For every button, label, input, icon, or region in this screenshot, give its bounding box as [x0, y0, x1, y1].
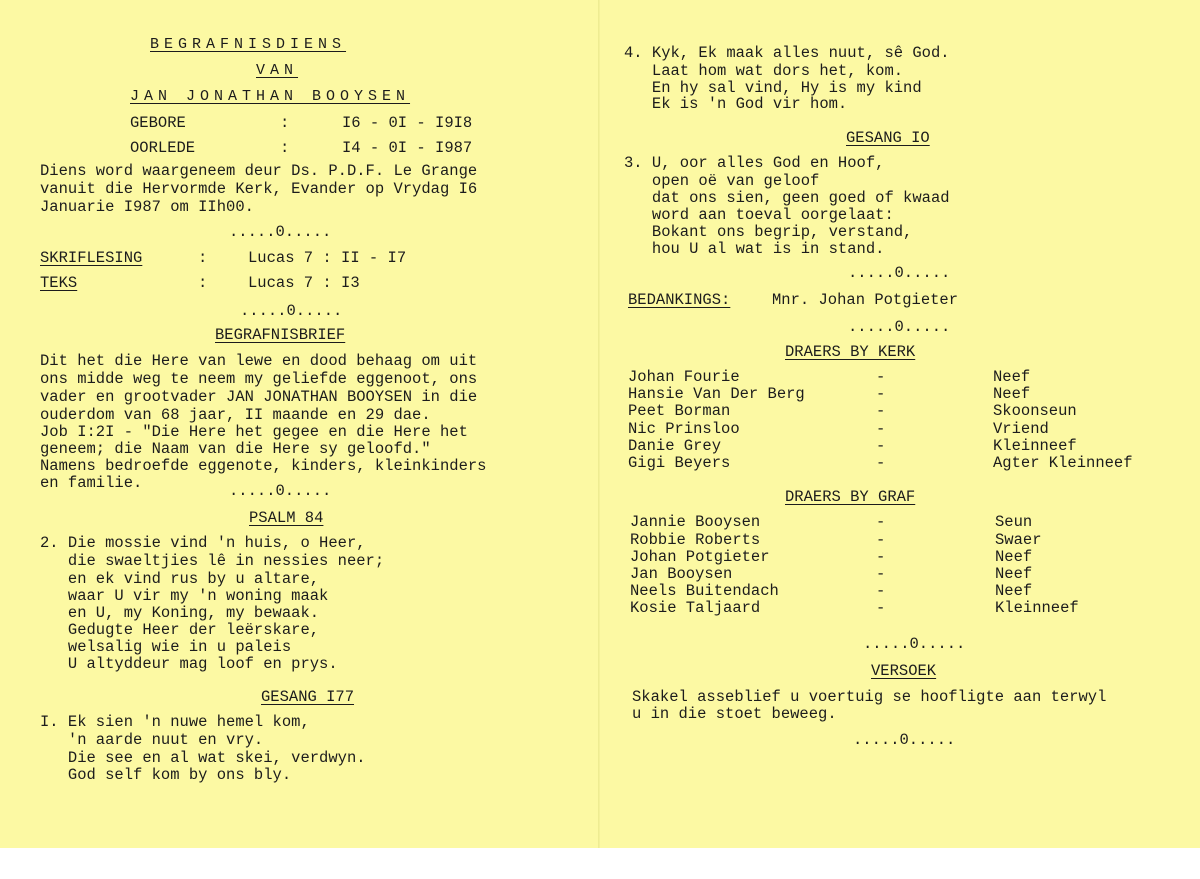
bearer-name: Johan Potgieter [630, 548, 770, 566]
request-heading: VERSOEK [871, 662, 937, 680]
bearer-name: Nic Prinsloo [628, 420, 740, 438]
bearer-name: Danie Grey [628, 437, 722, 455]
divider: .....0..... [229, 223, 332, 241]
intro-line: Diens word waargeneem deur Ds. P.D.F. Le Grange [40, 162, 478, 180]
psalm-line: U altyddeur mag loof en prys. [40, 655, 338, 673]
psalm-heading: PSALM 84 [249, 509, 324, 527]
hymn-10-line: dat ons sien, geen goed of kwaad [624, 189, 950, 207]
funeral-letter-heading: BEGRAFNISBRIEF [215, 326, 346, 344]
bearer-name: Peet Borman [628, 402, 731, 420]
psalm-line: welsalig wie in u paleis [40, 638, 292, 656]
verse-4-line: Ek is 'n God vir hom. [624, 95, 848, 113]
bearer-dash: - [876, 548, 886, 566]
died-separator: : [280, 139, 290, 157]
bearers-grave-heading: DRAERS BY GRAF [785, 488, 916, 506]
hymn-10-line: hou U al wat is in stand. [624, 240, 885, 258]
reading-reference: Lucas 7 : II - I7 [248, 249, 407, 267]
text-separator: : [198, 274, 208, 292]
deceased-name: JAN JONATHAN BOOYSEN [130, 88, 411, 105]
hymn-10-heading: GESANG IO [846, 129, 930, 147]
verse-4-line: Laat hom wat dors het, kom. [624, 62, 904, 80]
bearer-relation: Neef [993, 368, 1031, 386]
bearer-name: Robbie Roberts [630, 531, 761, 549]
hymn-177-line: Die see en al wat skei, verdwyn. [40, 749, 366, 767]
hymn-177-heading: GESANG I77 [261, 688, 355, 706]
psalm-line: en U, my Koning, my bewaak. [40, 604, 320, 622]
died-label: OORLEDE [130, 139, 196, 157]
reading-separator: : [198, 249, 208, 267]
divider: .....0..... [863, 635, 966, 653]
divider: .....0..... [848, 318, 951, 336]
funeral-letter-line: Job I:2I - "Die Here het gegee en die Here het [40, 423, 468, 441]
born-label: GEBORE [130, 114, 186, 132]
bearer-relation: Neef [993, 385, 1031, 403]
bearer-dash: - [876, 531, 886, 549]
service-title: BEGRAFNISDIENS [150, 36, 347, 53]
bearer-name: Gigi Beyers [628, 454, 731, 472]
request-line: Skakel asseblief u voertuig se hoofligte aan terwyl [632, 688, 1107, 706]
hymn-177-line: God self kom by ons bly. [40, 766, 292, 784]
funeral-letter-line: ouderdom van 68 jaar, II maande en 29 dae. [40, 406, 431, 424]
verse-4-line: En hy sal vind, Hy is my kind [624, 79, 922, 97]
bearer-relation: Skoonseun [993, 402, 1077, 420]
van-label: VAN [256, 62, 299, 79]
reading-label: SKRIFLESING [40, 249, 143, 267]
bearer-name: Jannie Booysen [630, 513, 761, 531]
bearer-dash: - [876, 454, 886, 472]
hymn-10-line: open oë van geloof [624, 172, 820, 190]
bearer-relation: Neef [995, 565, 1033, 583]
divider: .....0..... [240, 302, 343, 320]
thanks-label: BEDANKINGS: [628, 291, 731, 309]
bearer-dash: - [876, 582, 886, 600]
divider: .....0..... [853, 731, 956, 749]
bearer-name: Johan Fourie [628, 368, 740, 386]
bearer-dash: - [876, 385, 886, 403]
bearer-relation: Swaer [995, 531, 1042, 549]
born-separator: : [280, 114, 290, 132]
intro-line: Januarie I987 om IIh00. [40, 198, 254, 216]
psalm-line: waar U vir my 'n woning maak [40, 587, 329, 605]
hymn-10-line: word aan toeval oorgelaat: [624, 206, 894, 224]
fold-line [598, 0, 600, 848]
bearer-dash: - [876, 437, 886, 455]
born-date: I6 - 0I - I9I8 [342, 114, 473, 132]
divider: .....0..... [848, 264, 951, 282]
bearer-relation: Vriend [993, 420, 1049, 438]
bearer-dash: - [876, 402, 886, 420]
bearer-relation: Neef [995, 582, 1033, 600]
text-label: TEKS [40, 274, 78, 292]
funeral-letter-line: vader en grootvader JAN JONATHAN BOOYSEN in die [40, 388, 478, 406]
divider: .....0..... [229, 482, 332, 500]
hymn-177-line: 'n aarde nuut en vry. [40, 731, 264, 749]
bearer-dash: - [876, 513, 886, 531]
bearer-name: Neels Buitendach [630, 582, 779, 600]
psalm-line: 2. Die mossie vind 'n huis, o Heer, [40, 534, 366, 552]
funeral-letter-line: geneem; die Naam van die Here sy geloofd." [40, 440, 431, 458]
psalm-line: en ek vind rus by u altare, [40, 570, 320, 588]
bearer-relation: Seun [995, 513, 1033, 531]
bearer-relation: Kleinneef [995, 599, 1079, 617]
hymn-177-line: I. Ek sien 'n nuwe hemel kom, [40, 713, 310, 731]
funeral-letter-line: Dit het die Here van lewe en dood behaag om uit [40, 352, 478, 370]
text-reference: Lucas 7 : I3 [248, 274, 360, 292]
bearer-relation: Kleinneef [993, 437, 1077, 455]
bearer-dash: - [876, 368, 886, 386]
bearer-dash: - [876, 599, 886, 617]
bearer-relation: Neef [995, 548, 1033, 566]
intro-line: vanuit die Hervormde Kerk, Evander op Vrydag I6 [40, 180, 478, 198]
bearer-relation: Agter Kleinneef [993, 454, 1133, 472]
request-line: u in die stoet beweeg. [632, 705, 837, 723]
died-date: I4 - 0I - I987 [342, 139, 473, 157]
bearer-dash: - [876, 565, 886, 583]
bearer-dash: - [876, 420, 886, 438]
funeral-letter-line: en familie. [40, 474, 143, 492]
bearer-name: Jan Booysen [630, 565, 733, 583]
funeral-letter-line: Namens bedroefde eggenote, kinders, kleinkinders [40, 457, 487, 475]
psalm-line: die swaeltjies lê in nessies neer; [40, 552, 385, 570]
hymn-10-line: Bokant ons begrip, verstand, [624, 223, 913, 241]
bearer-name: Hansie Van Der Berg [628, 385, 805, 403]
psalm-line: Gedugte Heer der leërskare, [40, 621, 320, 639]
thanks-name: Mnr. Johan Potgieter [772, 291, 959, 309]
hymn-10-line: 3. U, oor alles God en Hoof, [624, 154, 885, 172]
bearers-church-heading: DRAERS BY KERK [785, 343, 916, 361]
funeral-letter-line: ons midde weg te neem my geliefde eggenoot, ons [40, 370, 478, 388]
bearer-name: Kosie Taljaard [630, 599, 761, 617]
verse-4-line: 4. Kyk, Ek maak alles nuut, sê God. [624, 44, 950, 62]
